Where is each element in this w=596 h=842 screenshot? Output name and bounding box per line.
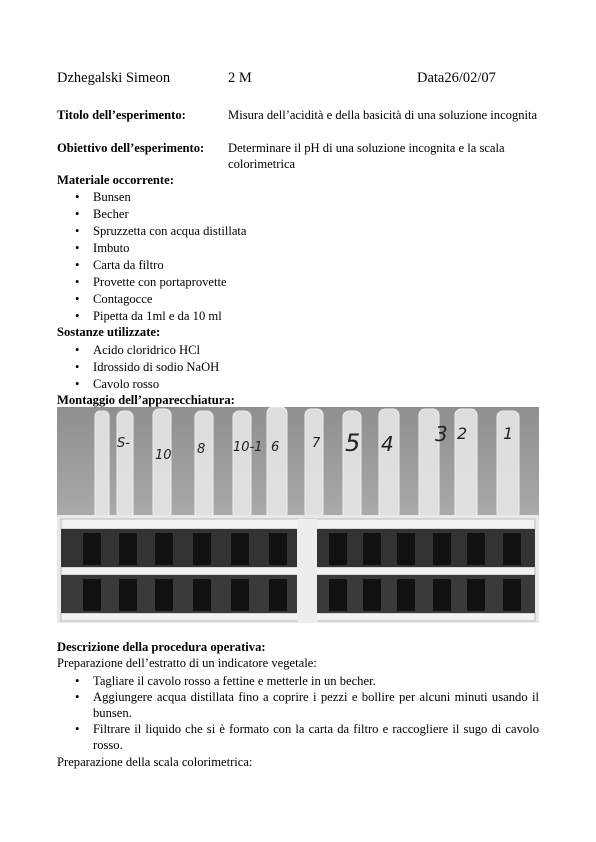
list-item: • Aggiungere acqua distillata fino a coprire i pezzi e bollire per alcuni minuti usando il bunsen.: [57, 689, 539, 721]
experiment-title-value: Misura dell’acidità e della basicità di una soluzione incognita: [228, 108, 538, 122]
photo-label: 10: [155, 448, 172, 463]
photo-label: 7: [312, 436, 321, 451]
experiment-title-label: Titolo dell’esperimento:: [57, 108, 186, 122]
experiment-objective-row: [57, 141, 539, 173]
substances-list: [57, 342, 539, 393]
photo-label: 6: [271, 440, 280, 455]
list-item: • Idrossido di sodio NaOH: [57, 359, 539, 376]
list-item: • Bunsen: [57, 189, 539, 206]
procedure-steps: [57, 673, 539, 753]
date-label: Data26/02/07: [417, 70, 496, 86]
photo-label: 10-1: [233, 440, 263, 455]
list-item: • Provette con portaprovette: [57, 274, 539, 291]
procedure-heading: Descrizione della procedura operativa:: [57, 640, 266, 654]
procedure-outro: Preparazione della scala colorimetrica:: [57, 755, 253, 769]
experiment-objective-value: Determinare il pH di una soluzione incognita e la scala colorimetrica: [228, 141, 505, 171]
list-item: • Acido cloridrico HCl: [57, 342, 539, 359]
experiment-objective-label: Obiettivo dell’esperimento:: [57, 141, 205, 155]
photo-label: S-: [117, 436, 130, 451]
materials-heading: Materiale occorrente:: [57, 173, 174, 187]
photo-label: 8: [197, 442, 206, 457]
photo-label: 1: [503, 424, 514, 443]
document-header: [57, 70, 539, 90]
list-item: • Spruzzetta con acqua distillata: [57, 223, 539, 240]
photo-label: 5: [345, 429, 361, 457]
list-item: • Imbuto: [57, 240, 539, 257]
list-item: • Pipetta da 1ml e da 10 ml: [57, 308, 539, 325]
materials-list: [57, 189, 539, 325]
list-item: • Filtrare il liquido che si è formato con la carta da filtro e raccogliere il sugo di cavolo rosso.: [57, 721, 539, 753]
substances-heading: Sostanze utilizzate:: [57, 325, 161, 339]
list-item: • Cavolo rosso: [57, 376, 539, 393]
apparatus-photo: [57, 407, 539, 623]
photo-label: 3: [435, 422, 448, 446]
setup-heading: Montaggio dell’apparecchiatura:: [57, 393, 235, 407]
list-item: • Tagliare il cavolo rosso a fettine e metterle in un becher.: [57, 673, 539, 689]
photo-label: 4: [381, 432, 394, 456]
list-item: • Contagocce: [57, 291, 539, 308]
list-item: • Carta da filtro: [57, 257, 539, 274]
procedure-intro: Preparazione dell’estratto di un indicatore vegetale:: [57, 656, 317, 670]
author-name: Dzhegalski Simeon: [57, 70, 171, 86]
photo-label: 2: [457, 424, 468, 443]
class-label: 2 M: [228, 70, 252, 86]
list-item: • Becher: [57, 206, 539, 223]
experiment-title-row: [57, 108, 539, 140]
